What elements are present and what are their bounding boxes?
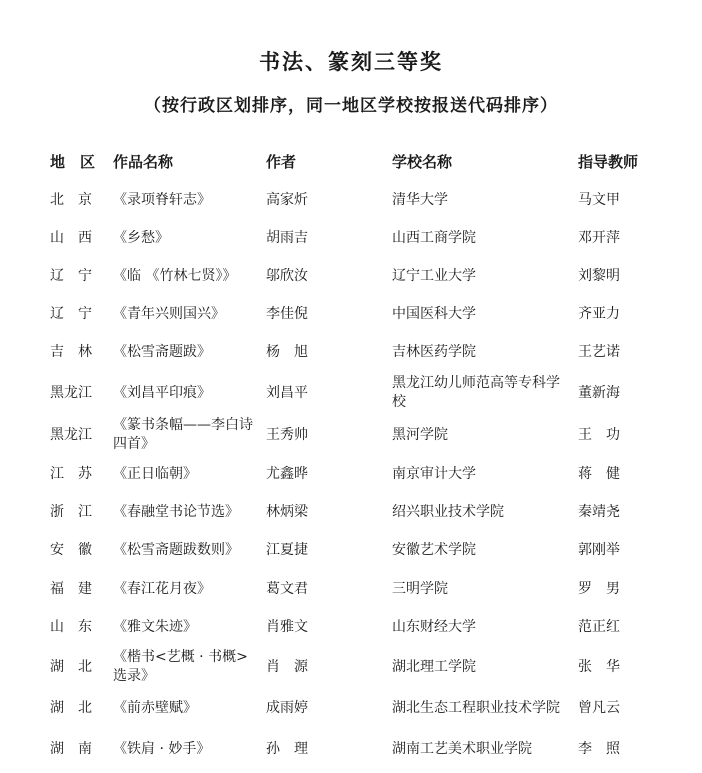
cell-teacher: 马文甲 xyxy=(578,191,620,208)
cell-region: 湖 北 xyxy=(50,699,92,716)
cell-school: 中国医科大学 xyxy=(392,305,476,322)
header-region: 地 区 xyxy=(50,153,96,171)
cell-teacher: 王 功 xyxy=(578,426,620,443)
header-school: 学校名称 xyxy=(392,153,453,171)
cell-region: 浙 江 xyxy=(50,503,92,520)
cell-teacher: 李 照 xyxy=(578,740,620,757)
table-row xyxy=(0,415,702,455)
cell-author: 葛文君 xyxy=(266,580,308,597)
table-row xyxy=(0,688,702,728)
cell-work: 《铁肩 · 妙手》 xyxy=(113,740,211,757)
cell-region: 湖 北 xyxy=(50,658,92,675)
table-row xyxy=(0,302,702,326)
cell-school: 黑河学院 xyxy=(392,426,448,443)
cell-work: 《春融堂书论节选》 xyxy=(113,503,239,520)
cell-author: 林炳梁 xyxy=(266,503,308,520)
cell-author: 孙 理 xyxy=(266,740,308,757)
cell-work: 《雅文朱迹》 xyxy=(113,618,197,635)
cell-school: 绍兴职业技术学院 xyxy=(392,503,504,520)
cell-teacher: 董新海 xyxy=(578,384,620,401)
cell-author: 王秀帅 xyxy=(266,426,308,443)
cell-school: 南京审计大学 xyxy=(392,465,476,482)
page-subtitle: （按行政区划排序，同一地区学校按报送代码排序） xyxy=(144,96,558,116)
cell-teacher: 齐亚力 xyxy=(578,305,620,322)
table-header xyxy=(0,151,702,175)
cell-author: 尤鑫晔 xyxy=(266,465,308,482)
cell-region: 辽 宁 xyxy=(50,305,92,322)
cell-school: 辽宁工业大学 xyxy=(392,267,476,284)
cell-region: 福 建 xyxy=(50,580,92,597)
cell-author: 肖雅文 xyxy=(266,618,308,635)
cell-teacher: 范正红 xyxy=(578,618,620,635)
cell-region: 黑龙江 xyxy=(50,426,92,443)
cell-author: 成雨婷 xyxy=(266,699,308,716)
cell-author: 邬欣汝 xyxy=(266,267,308,284)
cell-school: 吉林医药学院 xyxy=(392,343,476,360)
cell-author: 江夏捷 xyxy=(266,541,308,558)
cell-work: 《楷书<艺概 · 书概>选录》 xyxy=(113,649,248,684)
cell-work: 《松雪斋题跋数则》 xyxy=(113,541,239,558)
cell-teacher: 曾凡云 xyxy=(578,699,620,716)
cell-school: 湖南工艺美术职业学院 xyxy=(392,740,532,757)
cell-work: 《前赤壁赋》 xyxy=(113,699,197,716)
cell-region: 黑龙江 xyxy=(50,384,92,401)
cell-school: 安徽艺术学院 xyxy=(392,541,476,558)
cell-author: 肖 源 xyxy=(266,658,308,675)
cell-school: 三明学院 xyxy=(392,580,448,597)
cell-school: 湖北理工学院 xyxy=(392,658,476,675)
cell-region: 安 徽 xyxy=(50,541,92,558)
cell-work: 《乡愁》 xyxy=(113,229,169,246)
cell-region: 吉 林 xyxy=(50,343,92,360)
cell-teacher: 秦靖尧 xyxy=(578,503,620,520)
header-author: 作者 xyxy=(266,153,297,171)
cell-school: 山西工商学院 xyxy=(392,229,476,246)
cell-region: 湖 南 xyxy=(50,740,92,757)
table-row xyxy=(0,188,702,212)
cell-teacher: 王艺诺 xyxy=(578,343,620,360)
cell-work: 《春江花月夜》 xyxy=(113,580,211,597)
cell-region: 辽 宁 xyxy=(50,267,92,284)
cell-teacher: 刘黎明 xyxy=(578,267,620,284)
cell-school: 山东财经大学 xyxy=(392,618,476,635)
cell-region: 北 京 xyxy=(50,191,92,208)
table-row xyxy=(0,577,702,601)
cell-teacher: 郭刚举 xyxy=(578,541,620,558)
cell-author: 刘昌平 xyxy=(266,384,308,401)
table-row xyxy=(0,226,702,250)
cell-school: 黑龙江幼儿师范高等专科学校 xyxy=(392,375,560,410)
cell-school: 湖北生态工程职业技术学院 xyxy=(392,699,560,716)
table-row xyxy=(0,462,702,486)
cell-work: 《录项脊轩志》 xyxy=(113,191,211,208)
table-row xyxy=(0,647,702,687)
table-row xyxy=(0,615,702,639)
header-teacher: 指导教师 xyxy=(578,153,639,171)
cell-teacher: 张 华 xyxy=(578,658,620,675)
page-title: 书法、篆刻三等奖 xyxy=(259,50,443,74)
cell-author: 杨 旭 xyxy=(266,343,308,360)
cell-work: 《篆书条幅——李白诗四首》 xyxy=(113,417,253,452)
table-row xyxy=(0,538,702,562)
cell-region: 山 西 xyxy=(50,229,92,246)
cell-region: 山 东 xyxy=(50,618,92,635)
cell-region: 江 苏 xyxy=(50,465,92,482)
cell-teacher: 蒋 健 xyxy=(578,465,620,482)
table-row xyxy=(0,737,702,761)
cell-author: 高家炘 xyxy=(266,191,308,208)
header-work: 作品名称 xyxy=(113,153,174,171)
table-row xyxy=(0,373,702,413)
cell-work: 《松雪斋题跋》 xyxy=(113,343,211,360)
cell-teacher: 邓开萍 xyxy=(578,229,620,246)
table-row xyxy=(0,500,702,524)
cell-work: 《正日临朝》 xyxy=(113,465,197,482)
cell-work: 《青年兴则国兴》 xyxy=(113,305,225,322)
table-row xyxy=(0,264,702,288)
cell-author: 李佳倪 xyxy=(266,305,308,322)
table-row xyxy=(0,340,702,364)
cell-author: 胡雨吉 xyxy=(266,229,308,246)
cell-teacher: 罗 男 xyxy=(578,580,620,597)
cell-school: 清华大学 xyxy=(392,191,448,208)
cell-work: 《刘昌平印痕》 xyxy=(113,384,211,401)
cell-work: 《临 《竹林七贤》》 xyxy=(113,267,237,284)
